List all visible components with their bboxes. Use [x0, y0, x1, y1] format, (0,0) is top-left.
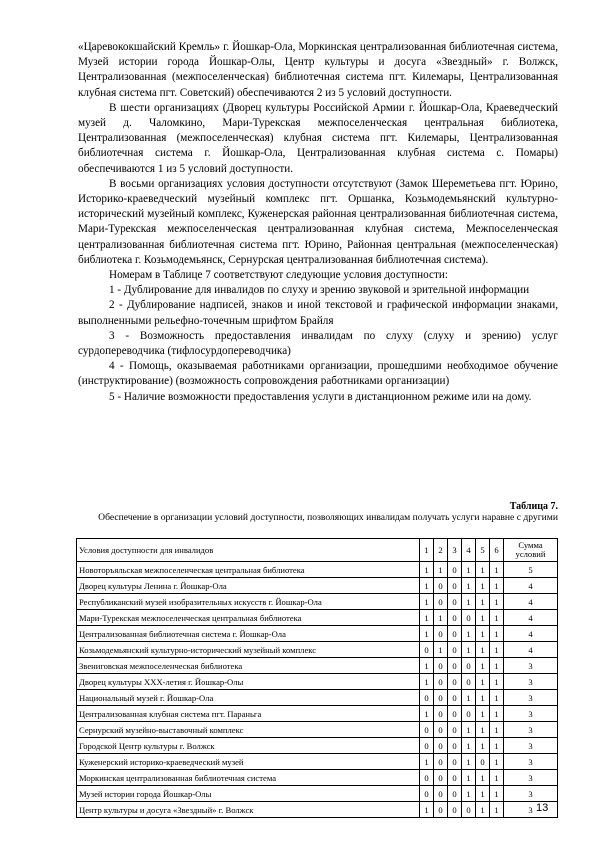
table-header-row	[77, 539, 558, 562]
condition-cell: 0	[434, 690, 448, 706]
condition-cell: 1	[490, 690, 504, 706]
condition-cell: 0	[434, 626, 448, 642]
condition-cell: 0	[462, 706, 476, 722]
table-row	[77, 722, 558, 738]
table-row	[77, 674, 558, 690]
table-row	[77, 626, 558, 642]
header-condition-3: 3	[448, 539, 462, 562]
condition-cell: 0	[434, 802, 448, 818]
condition-item-4: 4 - Помощь, оказываемая работниками организации, прошедшими необходимое обучение (инструктирование) (возможность сопровождения работниками организации)	[78, 360, 558, 388]
condition-item-3: 3 - Возможность предоставления инвалидам по слуху (слуху и зрению) услуг сурдопереводчика (тифлосурдопереводчика)	[78, 329, 558, 358]
condition-cell: 0	[476, 754, 490, 770]
condition-cell: 1	[490, 738, 504, 754]
page-number: 13	[536, 802, 549, 814]
condition-cell: 1	[462, 594, 476, 610]
organization-name: Звениговская межпоселенческая библиотека	[77, 658, 420, 674]
table-row	[77, 754, 558, 770]
table-row	[77, 786, 558, 802]
sum-cell: 3	[504, 754, 558, 770]
sum-cell: 3	[504, 690, 558, 706]
table-body	[77, 562, 558, 818]
condition-cell: 1	[476, 562, 490, 578]
condition-item-1: 1 - Дублирование для инвалидов по слуху и зрению звуковой и зрительной информации	[109, 284, 530, 297]
sum-cell: 4	[504, 642, 558, 658]
sum-cell: 3	[504, 674, 558, 690]
condition-cell: 0	[434, 578, 448, 594]
condition-cell: 1	[490, 786, 504, 802]
organization-name: Мари-Турекская межпоселенческая центральная библиотека	[77, 610, 420, 626]
condition-cell: 1	[476, 738, 490, 754]
table-row	[77, 738, 558, 754]
condition-cell: 0	[448, 594, 462, 610]
paragraph-eight-organizations: В восьми организациях условия доступности отсутствуют (Замок Шереметьева пгт. Юрино, Историко-краеведческий музейный комплекс пгт. Оршанка, Козьмодемьянский культурно-исторический музейный комплекс, Куженерская районная централизованная библиотечная система, Мари-Турекская межпоселенческая централизованная клубная система, Межпоселенческая централизованная библиотечная система пгт. Юрино, Районная центральная (межпоселенческая) библиотека г. Козьмодемьянск, Сернурская централизованная библиотечная система).	[78, 177, 558, 266]
condition-cell: 1	[462, 738, 476, 754]
condition-cell: 1	[490, 594, 504, 610]
condition-cell: 1	[420, 802, 434, 818]
condition-cell: 1	[476, 626, 490, 642]
sum-cell: 4	[504, 610, 558, 626]
condition-cell: 1	[490, 754, 504, 770]
body-text	[78, 40, 558, 405]
table-row	[77, 578, 558, 594]
sum-cell: 3	[504, 770, 558, 786]
table-row	[77, 642, 558, 658]
condition-cell: 1	[420, 578, 434, 594]
condition-cell: 0	[462, 610, 476, 626]
condition-cell: 1	[490, 722, 504, 738]
organization-name: Дворец культуры XXX-летия г. Йошкар-Олы	[77, 674, 420, 690]
condition-cell: 0	[448, 738, 462, 754]
condition-cell: 1	[420, 658, 434, 674]
condition-cell: 1	[490, 706, 504, 722]
condition-cell: 1	[434, 642, 448, 658]
condition-cell: 0	[448, 658, 462, 674]
condition-cell: 1	[476, 610, 490, 626]
condition-cell: 1	[476, 706, 490, 722]
condition-cell: 1	[476, 690, 490, 706]
header-condition-5: 5	[476, 539, 490, 562]
organization-name: Куженерский историко-краеведческий музей	[77, 754, 420, 770]
condition-cell: 1	[490, 642, 504, 658]
condition-cell: 0	[420, 786, 434, 802]
organization-name: Национальный музей г. Йошкар-Ола	[77, 690, 420, 706]
condition-cell: 1	[490, 610, 504, 626]
table-row	[77, 802, 558, 818]
condition-cell: 0	[448, 690, 462, 706]
paragraph-six-organizations: В шести организациях (Дворец культуры Российской Армии г. Йошкар-Ола, Краеведческий музей д. Чаломкино, Мари-Турекская межпоселенческая центральная библиотека, Централизованная (межпоселенческая) клубная система пгт. Килемары, Централизованная библиотечная система г. Йошкар-Ола, Централизованная клубная система с. Помары) обеспечиваются 1 из 5 условий доступности.	[78, 101, 558, 175]
condition-cell: 0	[448, 674, 462, 690]
condition-cell: 0	[434, 738, 448, 754]
condition-cell: 1	[476, 786, 490, 802]
condition-cell: 0	[434, 722, 448, 738]
condition-cell: 1	[476, 722, 490, 738]
condition-cell: 1	[420, 562, 434, 578]
condition-cell: 0	[434, 674, 448, 690]
condition-cell: 1	[462, 770, 476, 786]
condition-cell: 1	[420, 706, 434, 722]
condition-cell: 1	[420, 610, 434, 626]
condition-cell: 1	[434, 562, 448, 578]
sum-cell: 3	[504, 802, 558, 818]
condition-cell: 0	[420, 642, 434, 658]
condition-cell: 1	[476, 802, 490, 818]
condition-cell: 0	[448, 706, 462, 722]
table-row	[77, 690, 558, 706]
condition-cell: 0	[448, 770, 462, 786]
condition-cell: 1	[476, 642, 490, 658]
table-row	[77, 610, 558, 626]
condition-cell: 0	[434, 754, 448, 770]
condition-cell: 1	[462, 754, 476, 770]
condition-item-5: 5 - Наличие возможности предоставления услуги в дистанционном режиме или на дому.	[109, 390, 532, 403]
condition-cell: 1	[462, 690, 476, 706]
condition-cell: 0	[448, 642, 462, 658]
organization-name: Музей истории города Йошкар-Олы	[77, 786, 420, 802]
header-condition-2: 2	[434, 539, 448, 562]
condition-cell: 0	[434, 658, 448, 674]
condition-cell: 1	[434, 610, 448, 626]
table-row	[77, 706, 558, 722]
condition-cell: 0	[420, 738, 434, 754]
header-conditions: Условия доступности для инвалидов	[77, 539, 420, 562]
condition-cell: 1	[420, 594, 434, 610]
condition-cell: 1	[490, 578, 504, 594]
condition-cell: 1	[490, 562, 504, 578]
sum-cell: 3	[504, 706, 558, 722]
condition-cell: 1	[476, 594, 490, 610]
paragraph-continuation: «Царевококшайский Кремль» г. Йошкар-Ола, Моркинская централизованная библиотечная система, Музей истории города Йошкар-Олы, Центр культуры и досуга «Звездный» г. Волжск, Централизованная (межпоселенческая) библиотечная система пгт. Килемары, Централизованная клубная система пгт. Советский) обеспечиваются 2 из 5 условий доступности.	[78, 41, 558, 99]
condition-cell: 0	[448, 722, 462, 738]
condition-cell: 1	[490, 674, 504, 690]
condition-cell: 0	[448, 786, 462, 802]
condition-cell: 0	[420, 690, 434, 706]
paragraph-table-intro: Номерам в Таблице 7 соответствуют следующие условия доступности:	[109, 269, 448, 282]
condition-cell: 0	[448, 610, 462, 626]
condition-cell: 0	[448, 754, 462, 770]
condition-cell: 1	[462, 786, 476, 802]
condition-cell: 0	[462, 674, 476, 690]
header-condition-6: 6	[490, 539, 504, 562]
sum-cell: 3	[504, 786, 558, 802]
organization-name: Моркинская централизованная библиотечная система	[77, 770, 420, 786]
organization-name: Дворец культуры Ленина г. Йошкар-Ола	[77, 578, 420, 594]
condition-cell: 1	[476, 658, 490, 674]
condition-cell: 0	[448, 578, 462, 594]
condition-cell: 1	[462, 626, 476, 642]
sum-cell: 3	[504, 722, 558, 738]
condition-cell: 1	[462, 578, 476, 594]
condition-cell: 1	[490, 770, 504, 786]
condition-cell: 0	[462, 802, 476, 818]
condition-item-2: 2 - Дублирование надписей, знаков и иной текстовой и графической информации знаками, выполненными рельефно-точечным шрифтом Брайля	[78, 299, 558, 327]
condition-cell: 0	[434, 770, 448, 786]
table-row	[77, 594, 558, 610]
condition-cell: 0	[462, 658, 476, 674]
sum-cell: 4	[504, 594, 558, 610]
sum-cell: 4	[504, 626, 558, 642]
sum-cell: 3	[504, 738, 558, 754]
condition-cell: 1	[490, 626, 504, 642]
sum-cell: 4	[504, 578, 558, 594]
table-row	[77, 562, 558, 578]
condition-cell: 1	[420, 754, 434, 770]
condition-cell: 0	[434, 594, 448, 610]
table-row	[77, 770, 558, 786]
organization-name: Центр культуры и досуга «Звездный» г. Волжск	[77, 802, 420, 818]
organization-name: Централизованная клубная система пгт. Параньга	[77, 706, 420, 722]
sum-cell: 5	[504, 562, 558, 578]
condition-cell: 0	[448, 626, 462, 642]
organization-name: Новоторъяльская межпоселенческая центральная библиотека	[77, 562, 420, 578]
condition-cell: 1	[490, 658, 504, 674]
condition-cell: 0	[420, 722, 434, 738]
condition-cell: 0	[420, 770, 434, 786]
table-caption: Обеспечение в организации условий доступности, позволяющих инвалидам получать услуги наравне с другими	[98, 512, 558, 523]
condition-cell: 1	[476, 578, 490, 594]
header-condition-1: 1	[420, 539, 434, 562]
condition-cell: 1	[420, 674, 434, 690]
condition-cell: 1	[476, 674, 490, 690]
condition-cell: 1	[462, 562, 476, 578]
condition-cell: 1	[476, 770, 490, 786]
condition-cell: 0	[448, 802, 462, 818]
table-number: Таблица 7.	[509, 501, 558, 512]
condition-cell: 0	[434, 706, 448, 722]
condition-cell: 1	[420, 626, 434, 642]
condition-cell: 1	[462, 642, 476, 658]
condition-cell: 1	[490, 802, 504, 818]
organization-name: Республиканский музей изобразительных искусств г. Йошкар-Ола	[77, 594, 420, 610]
condition-cell: 0	[434, 786, 448, 802]
sum-cell: 3	[504, 658, 558, 674]
organization-name: Козьмодемьянский культурно-исторический музейный комплекс	[77, 642, 420, 658]
organization-name: Сернурский музейно-выставочный комплекс	[77, 722, 420, 738]
organization-name: Централизованная библиотечная система г. Йошкар-Ола	[77, 626, 420, 642]
table-row	[77, 658, 558, 674]
condition-cell: 0	[448, 562, 462, 578]
condition-cell: 1	[462, 722, 476, 738]
organization-name: Городской Центр культуры г. Волжск	[77, 738, 420, 754]
accessibility-table	[76, 538, 558, 818]
header-sum: Сумма условий	[504, 539, 558, 562]
header-condition-4: 4	[462, 539, 476, 562]
